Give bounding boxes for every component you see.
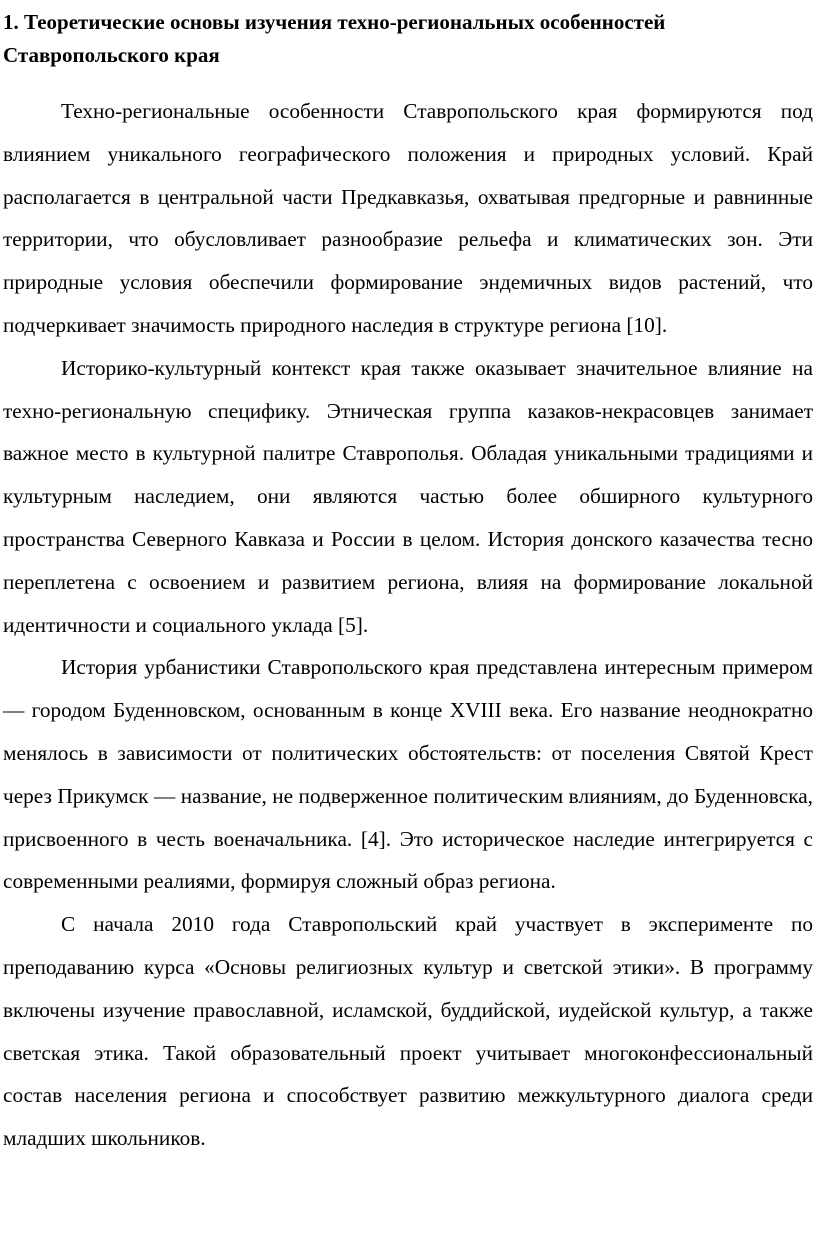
paragraph-education: С начала 2010 года Ставропольский край участвует в эксперименте по преподаванию курса «Основы религиозных культур и светской этики». В программу включены изучение православной, исламской, буддийской, иудейской культур, а также светская этика. Такой образовательный проект учитывает многоконфессиональный состав населения региона и способствует развитию межкультурного диалога среди младших школьников. <box>3 912 813 1151</box>
section-heading: 1. Теоретические основы изучения техно-региональных особенностей Ставропольского края <box>3 10 666 67</box>
paragraph-history-culture: Историко-культурный контекст края также оказывает значительное влияние на техно-региональную специфику. Этническая группа казаков-некрасовцев занимает важное место в культурной палитре Ставрополья. Обладая уникальными традициями и культурным наследием, они являются частью более обширного культурного пространства Северного Кавказа и России в целом. История донского казачества тесно переплетена с освоением и развитием региона, влияя на формирование локальной идентичности и социального уклада [5]. <box>3 355 813 637</box>
paragraph-geography: Техно-региональные особенности Ставропольского края формируются под влиянием уникального географического положения и природных условий. Край располагается в центральной части Предкавказья, охватывая предгорные и равнинные территории, что обусловливает разнообразие рельефа и климатических зон. Эти природные условия обеспечили формирование эндемичных видов растений, что подчеркивает значимость природного наследия в структуре региона [10]. <box>3 99 813 337</box>
paragraph-urban-history: История урбанистики Ставропольского края представлена интересным примером — городом Буденновском, основанным в конце XVIII века. Его название неоднократно менялось в зависимости от политических обстоятельств: от поселения Святой Крест через Прикумск — название, не подверженное политическим влияниям, до Буденновска, присвоенного в честь военачальника. [4]. Это историческое наследие интегрируется с современными реалиями, формируя сложный образ региона. <box>3 655 813 894</box>
